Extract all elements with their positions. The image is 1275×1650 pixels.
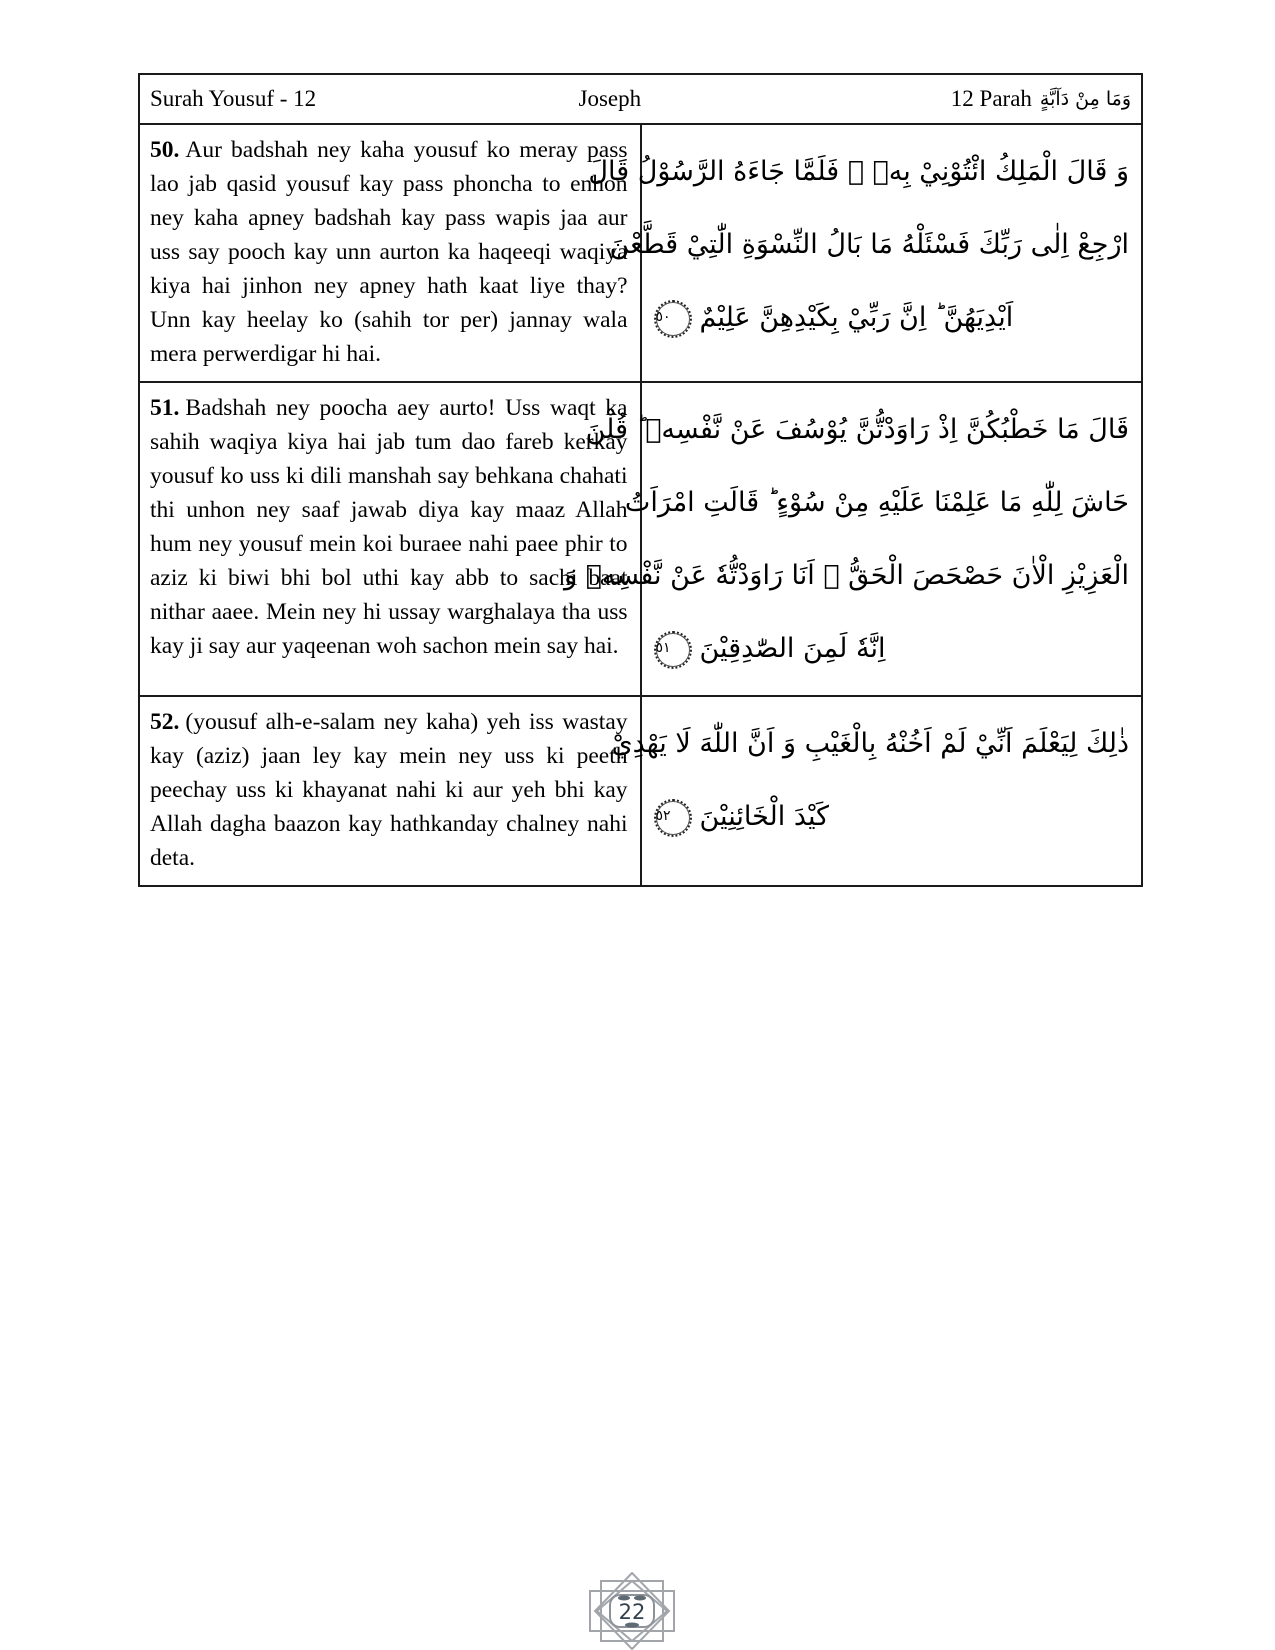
page-number-ornament xyxy=(582,1572,682,1650)
arabic-cell-50 xyxy=(588,124,1143,382)
ayah-end-medallion: ٥٠ xyxy=(654,300,692,338)
arabic-cell-51 xyxy=(564,382,1143,696)
arabic-line-text: اَيْدِيَهُنَّ ؕ اِنَّ رَبِّيْ بِكَيْدِهِنَّ عَلِيْمٌ xyxy=(699,302,1014,333)
arabic-line: ذٰلِكَ لِيَعْلَمَ اَنِّيْ لَمْ اَخُنْهُ بِالْغَيْبِ وَ اَنَّ اللّٰهَ لَا يَهْدِيْ xyxy=(611,728,1129,759)
header-cell xyxy=(139,74,1142,124)
arabic-line-text: اِنَّهٗ لَمِنَ الصّٰدِقِيْنَ xyxy=(699,633,886,664)
page-number: 22 xyxy=(618,1600,646,1624)
verse-translation: Aur badshah ney kaha yousuf ko meray pass lao jab qasid yousuf kay pass phoncha to enhon ney kaha apney badshah kay pass wapis jaa aur uss say pooch kay unn aurton ka haqeeqi waqiya kiya hai jinhon ney apney hath kaat liye thay? Unn kay heelay ko (sahih tor per) jannay wala mera perwerdigar hi hai. xyxy=(150,137,628,367)
arabic-line: حَاشَ لِلّٰهِ مَا عَلِمْنَا عَلَيْهِ مِنْ سُوْءٍ ؕ قَالَتِ امْرَاَتُ xyxy=(624,487,1129,518)
verse-row-52 xyxy=(139,696,1142,886)
translation-cell-52 xyxy=(139,696,641,886)
arabic-line xyxy=(652,612,1130,685)
header-row xyxy=(139,74,1142,124)
surah-title: Surah Yousuf - 12 xyxy=(150,86,317,111)
arabic-line xyxy=(652,281,1130,354)
verse-number: 52. xyxy=(150,709,180,735)
arabic-cell-52 xyxy=(611,696,1143,886)
parah-arabic-marker: وَمَا مِنْ دَآبَّةٍ xyxy=(1039,88,1131,110)
ayah-end-medallion: ٥٢ xyxy=(654,799,692,837)
verse-number: 51. xyxy=(150,395,180,421)
ayah-end-medallion: ٥١ xyxy=(654,631,692,669)
arabic-line: الْعَزِيْزِ الْاٰنَ حَصْحَصَ الْحَقُّ ۫ اَنَا رَاوَدْتُّهٗ عَنْ نَّفْسِهٖ وَ xyxy=(564,560,1129,591)
arabic-line: ارْجِعْ اِلٰى رَبِّكَ فَسْئَلْهُ مَا بَالُ النِّسْوَةِ الّٰتِيْ قَطَّعْنَ xyxy=(609,229,1129,260)
surah-english-name: Joseph xyxy=(578,86,642,111)
parah-label: 12 Parah xyxy=(950,86,1032,111)
verse-row-50 xyxy=(139,124,1142,382)
arabic-line xyxy=(652,780,1130,853)
arabic-line-text: كَيْدَ الْخَائِنِيْنَ xyxy=(699,801,830,832)
arabic-line: قَالَ مَا خَطْبُكُنَّ اِذْ رَاوَدْتُّنَّ يُوْسُفَ عَنْ نَّفْسِهٖ ؕ قُلْنَ xyxy=(585,414,1129,445)
verse-row-51 xyxy=(139,382,1142,696)
verse-translation: Badshah ney poocha aey aurto! Uss waqt ka sahih waqiya kiya hai jab tum dao fareb kerkay yousuf ko uss ki dili manshah say behkana chahati thi unhon ney saaf jawab diya kay maaz Allah hum ney yousuf mein koi buraee nahi paee phir to aziz ki biwi bhi bol uthi kay abb to sachi baat nithar aaee. Mein ney hi ussay warghalaya tha uss kay ji say aur yaqeenan woh sachon mein say hai. xyxy=(150,395,628,659)
arabic-line: وَ قَالَ الْمَلِكُ ائْتُوْنِيْ بِهٖ ۚ فَلَمَّا جَاءَهُ الرَّسُوْلُ قَالَ xyxy=(588,156,1129,187)
translation-cell-50 xyxy=(139,124,641,382)
verse-translation: (yousuf alh-e-salam ney kaha) yeh iss wastay kay (aziz) jaan ley kay mein ney uss ki peeth peechay uss ki khayanat nahi ki aur yeh bhi kay Allah dagha baazon kay hathkanday chalney nahi deta. xyxy=(150,709,628,871)
quran-translation-table xyxy=(138,73,1143,887)
verse-number: 50. xyxy=(150,137,180,163)
